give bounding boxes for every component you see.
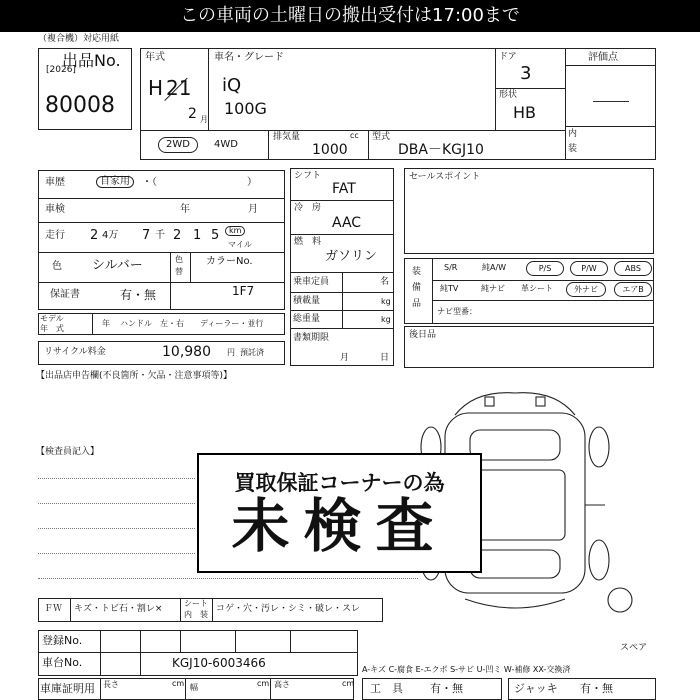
mileage-sen-unit: 千 [155,230,165,241]
model-year-label-2: 年 式 [40,324,64,333]
inspection-month-unit: 月 [248,204,258,215]
shift-value: FAT [332,181,356,197]
year-era: H [148,76,164,100]
equip-alloy-wheel: 純A/W [482,263,507,272]
equip-power-window: P/W [570,261,608,276]
spare-label: スペア [620,643,648,653]
load-label: 積載量 [293,296,321,306]
saturday-notice-banner: この車両の土曜日の搬出受付は17:00まで [0,0,700,32]
docs-deadline-day: 日 [380,353,390,363]
drive-4wd: 4WD [214,139,238,150]
model-year-handle: ハンドル 左・右 [120,319,184,328]
equipment-label-3: 品 [412,299,422,309]
displacement-unit: cc [350,131,359,140]
equip-sunroof: S/R [444,263,458,272]
history-value: 自家用 [96,176,134,188]
rating-label: 評価点 [588,52,618,63]
model-name: iQ [222,75,242,96]
recycle-value: 10,980 [162,344,211,360]
tools-label: 工 具 [370,682,403,695]
displacement-value: 1000 [312,142,348,158]
lot-number-label: 出品No. [62,51,121,70]
tools-value: 有・無 [430,682,463,695]
year-value: 21 [166,76,192,100]
year-label: 年式 [145,52,165,63]
color-value: シルバー [92,258,143,273]
mileage-digit-2: 1 [193,228,202,243]
weight-unit: kg [381,315,391,324]
color-code: 1F7 [232,284,255,298]
ac-label: 冷 房 [294,203,322,213]
stamp-line-2: 未検査 [231,492,448,560]
docs-deadline-label: 書類期限 [293,333,330,343]
model-year-label-1: モデル [40,314,64,323]
fw-label: ＦＷ [44,604,63,614]
cert-length-label: 長さ [103,680,119,689]
right-rear-wheel [589,540,609,580]
color-code-label: カラーNo. [206,256,253,267]
ac-value: AAC [332,215,362,231]
equip-aftermarket-navi: 外ナビ [566,282,606,297]
doors-label: ドア [499,52,517,62]
interior-label-1: 内 [568,129,578,139]
inspection-label: 車検 [45,204,65,215]
recycle-label: リサイクル料金 [44,347,106,357]
inspection-year-unit: 年 [180,204,190,215]
fuel-label: 燃 料 [294,237,322,247]
body-type-value: HB [513,103,537,122]
fw-value: キズ・トビ石・割レ× [74,604,163,614]
spare-tire [608,588,632,612]
warranty-label: 保証書 [50,289,80,300]
garage-cert-label: 車庫証明用 [40,682,95,695]
docs-deadline-month: 月 [340,353,350,363]
type-code-value: DBA－KGJ10 [398,142,484,158]
mileage-digit-1: 2 [173,228,182,243]
warranty-value: 有・無 [120,288,157,302]
color-label: 色 [52,261,62,272]
jack-value: 有・無 [580,682,613,695]
history-label: 車歴 [45,177,65,188]
cert-width-unit: cm [257,679,270,688]
jack-label: ジャッキ [514,682,558,695]
equip-genuine-navi: 純ナビ [481,284,505,293]
model-grade: 100G [224,99,267,118]
mileage-man: 2 [90,228,99,243]
model-year-dealer: ディーラー・並行 [200,319,264,328]
cert-length-unit: cm [172,679,185,688]
color-change-label-1: 色 [175,255,183,264]
right-front-wheel [589,427,609,467]
front-light-left [485,397,494,406]
sales-point-label: セールスポイント [409,172,481,182]
after-items-label: 後日品 [409,330,437,340]
equip-leather-seat: 革シート [521,284,553,293]
cert-height-unit: cm [342,679,355,688]
rating-value: ――― [593,94,629,108]
equip-power-steering: P/S [526,261,564,276]
displacement-label: 排気量 [273,132,301,142]
fuel-value: ガソリン [325,249,378,264]
mileage-sen: 7 [142,228,151,243]
seat-label-2: 内 装 [184,610,208,619]
header-note: （複合機）対応用紙 [38,34,120,44]
lot-number: 80008 [45,93,115,118]
mileage-unit-alt: マイル [228,240,252,249]
stamp-line-1: 買取保証コーナーの為 [234,471,445,495]
cert-height-label: 高さ [274,680,290,689]
equip-abs: ABS [614,261,652,276]
windshield [470,430,560,460]
mileage-digit-3: 5 [211,228,220,243]
mileage-unit: km [225,226,245,236]
recycle-status: 預託済 [240,348,264,357]
seat-value: コゲ・穴・汚レ・シミ・破レ・スレ [216,604,361,614]
seat-label-1: シート [184,599,208,608]
after-items-box [404,326,654,368]
chassis-label: 車台No. [42,656,83,669]
chassis-value: KGJ10-6003466 [172,656,266,670]
rear-bumper [465,599,565,608]
lot-year-stamp: [2026] [46,65,76,75]
history-suffix: ・（ ） [142,177,257,188]
shift-label: シフト [294,171,322,181]
capacity-label: 乗車定員 [293,277,330,287]
mileage-man-unit: 4万 [102,230,119,241]
registration-label: 登録No. [42,634,83,647]
model-year-unit: 年 [102,319,110,328]
uninspected-stamp [197,453,482,573]
load-unit: kg [381,297,391,306]
equip-navi-model-label: ナビ型番： [437,307,477,316]
seller-notes-label: 【出品店申告欄(不良箇所・欠品・注意事項等)】 [36,371,233,381]
mileage-label: 走行 [45,230,65,241]
equipment-label-2: 備 [412,283,422,293]
interior-label-2: 装 [568,144,578,154]
capacity-unit: 名 [380,277,390,287]
equip-genuine-tv: 純TV [440,284,459,293]
body-type-label: 形状 [499,90,518,100]
damage-legend: A-キズ C-腐食 E-エクボ S-サビ U-凹ミ W-補修 XX-交換済 [362,665,571,674]
month-value: 2 [188,106,197,122]
rear-window [470,550,560,578]
color-change-label-2: 替 [175,267,183,276]
recycle-unit: 円 [227,348,235,357]
weight-label: 総重量 [293,314,321,324]
front-light-right [536,397,545,406]
cert-width-label: 幅 [190,683,198,692]
model-label: 車名・グレード [214,52,284,63]
doors-value: 3 [520,63,532,84]
roof-front-curve [455,393,575,415]
equip-airbag: エアB [614,282,652,297]
type-code-label: 型式 [372,132,391,142]
inspector-notes-label: 【検査員記入】 [36,447,100,457]
equipment-label-1: 装 [412,267,422,277]
drive-2wd: 2WD [158,137,198,153]
month-unit: 月 [200,115,208,124]
